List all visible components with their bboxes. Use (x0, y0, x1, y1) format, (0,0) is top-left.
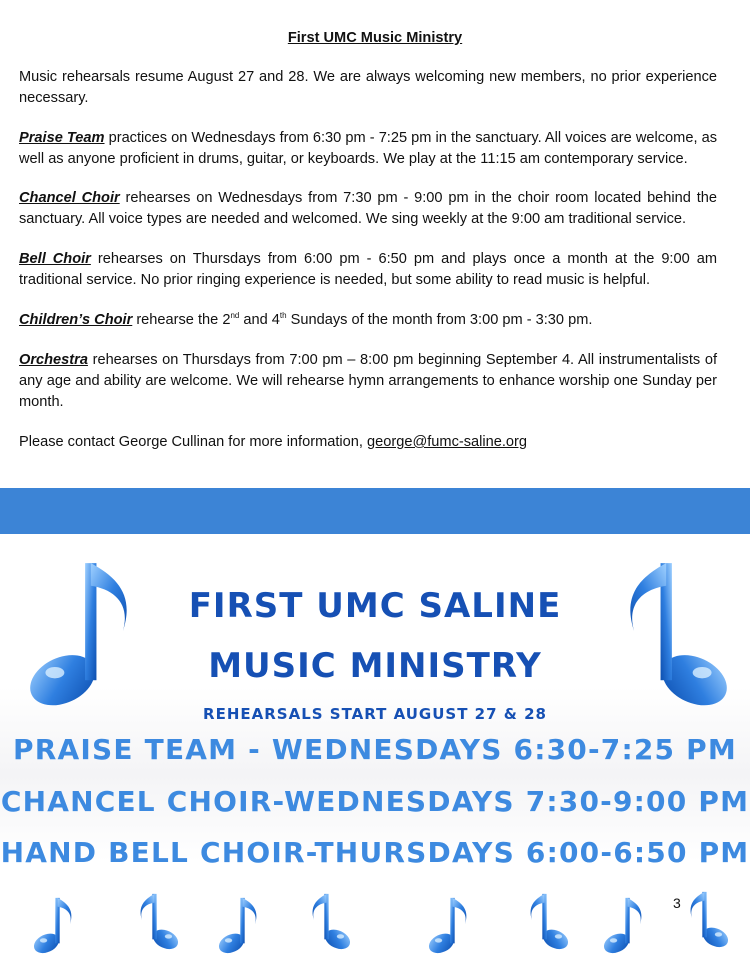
music-note-icon (302, 888, 354, 954)
music-note-icon (30, 892, 82, 958)
music-note-icon (600, 892, 652, 958)
childrens-choir-paragraph (19, 310, 717, 331)
praise-team-paragraph (19, 128, 717, 170)
page-number: 3 (673, 895, 681, 911)
blue-banner (0, 488, 750, 534)
contact-paragraph (19, 432, 717, 453)
music-note-icon (520, 888, 572, 954)
page-title: First UMC Music Ministry (287, 30, 463, 46)
schedule-praise-team: PRAISE TEAM - WEDNESDAYS 6:30-7:25 PM (13, 733, 737, 766)
childrens-text-a: rehearse the 2 (132, 312, 231, 328)
chancel-choir-text: rehearses on Wednesdays from 7:30 pm - 9:00 pm in the choir room located behind the sanctuary. All voice types are needed and welcomed. We sing weekly at the 9:00 am traditional service. (19, 190, 717, 227)
music-note-icon (425, 892, 477, 958)
orchestra-text: rehearses on Thursdays from 7:00 pm – 8:00 pm beginning September 4. All instrumentalists of any age and ability are welcome. We will rehearse hymn arrangements to enhance worship one Sunday per month. (19, 352, 717, 410)
intro-paragraph: Music rehearsals resume August 27 and 28. We are always welcoming new members, no prior experience necessary. (19, 69, 717, 106)
schedule-chancel-choir: CHANCEL CHOIR-WEDNESDAYS 7:30-9:00 PM (0, 785, 750, 818)
poster-subtitle: REHEARSALS START AUGUST 27 & 28 (203, 705, 547, 723)
schedule-hand-bell-choir: HAND BELL CHOIR-THURSDAYS 6:00-6:50 PM (0, 836, 750, 869)
childrens-text-b: and 4 (239, 312, 280, 328)
music-note-icon (680, 886, 732, 952)
praise-team-heading: Praise Team (19, 130, 105, 146)
bell-choir-text: rehearses on Thursdays from 6:00 pm - 6:50 pm and plays once a month at the 9:00 am traditional service. No prior ringing experience is needed, but some ability to read music is helpful. (19, 251, 717, 288)
bell-choir-heading: Bell Choir (19, 251, 91, 267)
music-note-icon (12, 548, 162, 718)
email-link[interactable]: george@fumc-saline.org (367, 434, 528, 450)
poster-title-line2: MUSIC MINISTRY (208, 646, 542, 686)
ordinal-nd: nd (230, 311, 240, 321)
music-note-icon (130, 888, 182, 954)
praise-team-text: practices on Wednesdays from 6:30 pm - 7:25 pm in the sanctuary. All voices are welcome, as well as anyone proficient in drums, guitar, or keyboards. We play at the 11:15 am contemporary service. (19, 130, 718, 167)
music-note-icon (595, 548, 745, 718)
music-note-icon (215, 892, 267, 958)
contact-text: Please contact George Cullinan for more information, (19, 434, 367, 450)
ordinal-th: th (279, 311, 287, 321)
orchestra-heading: Orchestra (19, 352, 88, 368)
childrens-choir-heading: Children’s Choir (19, 312, 133, 328)
bell-choir-paragraph (19, 249, 717, 291)
chancel-choir-paragraph (19, 188, 717, 230)
chancel-choir-heading: Chancel Choir (19, 190, 120, 206)
poster-title-line1: FIRST UMC SALINE (188, 586, 562, 626)
childrens-text-c: Sundays of the month from 3:00 pm - 3:30 pm. (286, 312, 593, 328)
orchestra-paragraph (19, 350, 717, 413)
